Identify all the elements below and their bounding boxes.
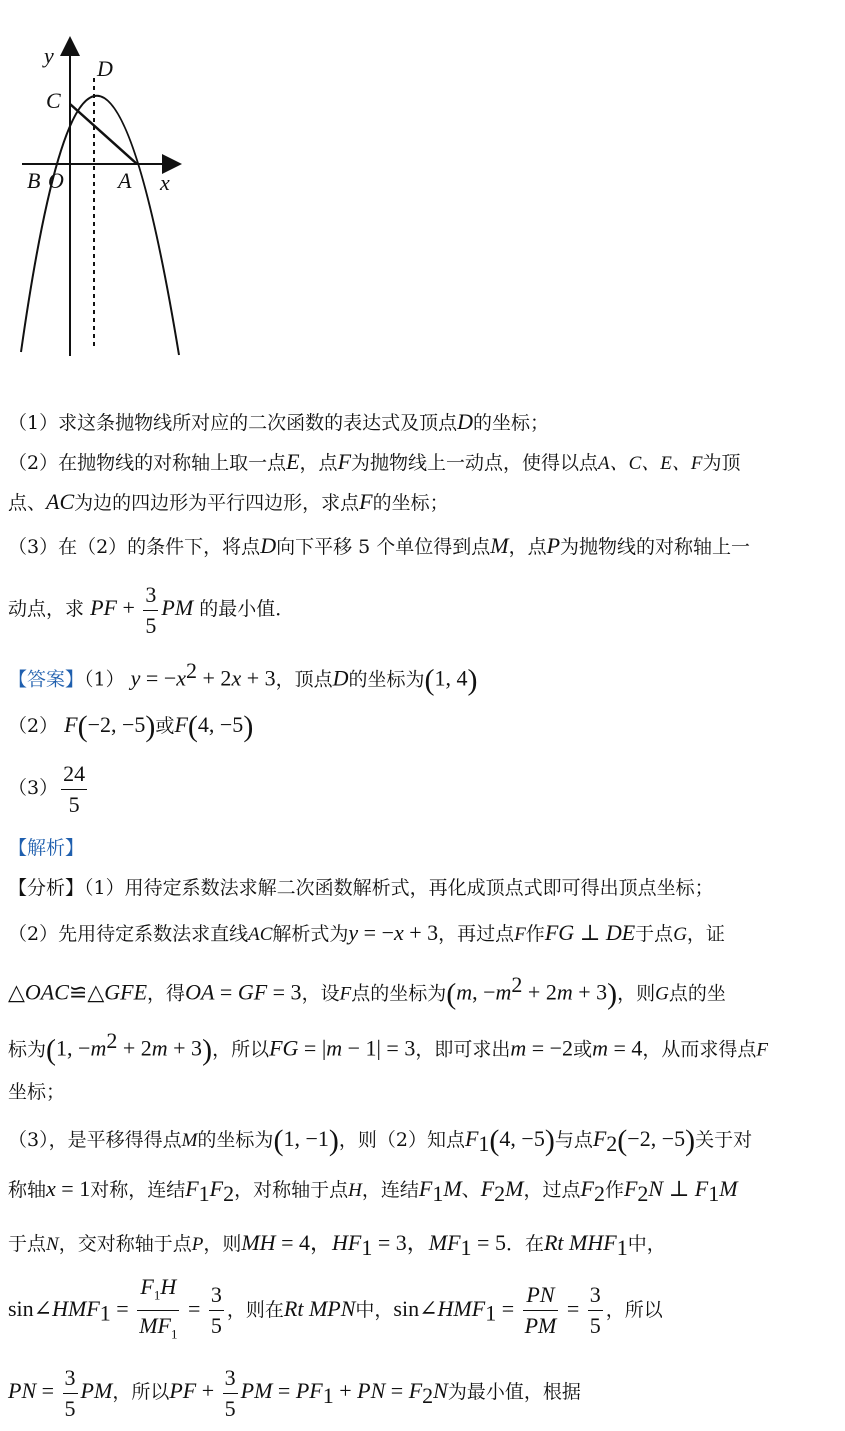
q3-text-c: ，点 <box>508 536 547 558</box>
ans1-text-b: ，顶点 <box>275 668 333 691</box>
p2-text-f: ，证 <box>686 923 725 945</box>
q2-text-e: 点、 <box>8 492 47 514</box>
q3-p: P <box>546 533 561 558</box>
q1-end: 的坐标； <box>472 412 549 434</box>
answer-1: 【答案】（1） $y = -x^2 + 2x + 3$，顶点D的坐标为(1, 4) <box>8 658 478 697</box>
p8-text-a: 于点 <box>8 1233 47 1255</box>
p9-text-c: ，所以 <box>605 1298 663 1321</box>
question-3-line-2: 动点，求 PF + $\frac{3}{5}$ PM 的最小值． <box>8 578 294 641</box>
ans3-frac: $\frac{24}{5}$ <box>63 760 86 817</box>
p3-text-f: 点的坐 <box>668 982 726 1005</box>
p7-text-c: ，对称轴于点 <box>234 1179 349 1201</box>
label-b: B <box>27 168 41 193</box>
answer-3 <box>8 758 90 820</box>
p6-text-b: 的坐标为 <box>197 1129 274 1151</box>
q3-d: D <box>260 533 277 558</box>
p6-text-d: 与点 <box>554 1129 593 1151</box>
q2-f: F <box>337 449 352 474</box>
ans2-index: （2） <box>8 715 59 737</box>
p7-text-g: 作 <box>604 1179 624 1201</box>
q3-frac: $\frac{3}{5}$ <box>145 581 157 638</box>
ans1-d: D <box>332 665 349 691</box>
p6-text-c: ，则（2）知点 <box>338 1129 465 1151</box>
p10-text-a: ，所以 <box>112 1381 170 1403</box>
fenxi-line-8: 于点N，交对称轴于点P，则MH = 4，$HF_1 = 3$，$MF_1 = 5$．在Rt $MHF_1$中， <box>8 1230 666 1260</box>
question-2-line-2 <box>8 490 449 515</box>
answer-2: （2） F(−2, −5)或F(4, −5) <box>8 710 254 743</box>
q3-expr: PF <box>90 595 117 620</box>
ans1-index: （1） <box>84 668 125 691</box>
p4-text-d: 或 <box>573 1038 593 1061</box>
p2-text-b: 解析式为 <box>272 923 349 945</box>
analysis-tag: 【解析】 <box>8 837 85 859</box>
p4-text-a: 标为 <box>8 1038 47 1061</box>
p7-text-b: 对称，连结 <box>90 1179 186 1201</box>
ans3-index: （3） <box>8 777 59 799</box>
q2-text-f: 为边的四边形为平行四边形，求点 <box>74 492 360 514</box>
p8-text-e: 中， <box>627 1233 666 1255</box>
p2-text-d: 作 <box>525 923 545 945</box>
p7-text-f: ，过点 <box>523 1179 581 1201</box>
p4-text-e: ，从而求得点 <box>642 1038 757 1061</box>
fenxi-line-3: △OAC≌△GFE，得OA = GF = 3，设F点的坐标为(m, $-m^2 + 2m + 3$)，则G点的坐 <box>8 972 726 1011</box>
p4-text-c: ，即可求出 <box>415 1038 511 1061</box>
ans1-text-c: 的坐标为 <box>348 668 425 691</box>
label-c: C <box>46 88 61 113</box>
fenxi-line-2: （2）先用待定系数法求直线AC解析式为y = −x + 3，再过点F作FG ⊥ DE于点G，证 <box>8 920 725 945</box>
q2-text-c: 为抛物线上一动点，使得以点 <box>351 452 599 474</box>
q2-points: A、C、E、F <box>598 453 703 474</box>
p8-text-c: ，则 <box>203 1233 242 1255</box>
q2-f2: F <box>359 489 373 514</box>
q3-m: M <box>490 533 509 558</box>
q1-text: （1）求这条抛物线所对应的二次函数的表达式及顶点 <box>8 412 458 434</box>
q2-ac: AC <box>46 489 75 514</box>
question-2-line-1 <box>8 450 741 476</box>
label-x: x <box>160 170 170 195</box>
ans1-formula: y <box>130 665 141 691</box>
p6-text-a: （3），是平移得得点 <box>8 1129 182 1151</box>
q3-text-b: 向下平移 5 个单位得到点 <box>276 536 491 558</box>
parabola-figure <box>0 0 200 370</box>
p8-text-b: ，交对称轴于点 <box>58 1233 192 1255</box>
label-a: A <box>118 168 132 193</box>
p7-text-a: 称轴 <box>8 1179 47 1201</box>
p2-text-e: 于点 <box>635 923 674 945</box>
q2-text-a: （2）在抛物线的对称轴上取一点 <box>8 452 287 474</box>
fenxi-tag: 【分析】 <box>8 877 85 899</box>
fenxi-line-4: 标为(1, $-m^2 + 2m + 3$)，所以FG = |m − 1| = 3，即可求出m = −2或m = 4，从而求得点F <box>8 1028 769 1067</box>
p10-text-b: 为最小值，根据 <box>447 1381 581 1403</box>
p7-text-d: ，连结 <box>361 1179 419 1201</box>
answer-tag: 【答案】 <box>8 668 85 691</box>
q1-d: D <box>457 409 473 434</box>
label-o: O <box>48 168 64 193</box>
q3-text-d: 为抛物线的对称轴上一 <box>560 536 751 558</box>
p3-text-d: 点的坐标为 <box>351 982 447 1005</box>
p3-text-b: ，得 <box>147 982 186 1005</box>
fenxi-line-10: PN = $\frac{3}{5}$ PM，所以PF + $\frac{3}{5}$ PM = $PF_1$ + PN = $F_2N$为最小值，根据 <box>8 1364 581 1421</box>
p4-text-b: ，所以 <box>212 1038 270 1061</box>
question-3-line-1 <box>8 534 750 559</box>
q3-text-f: 的最小值． <box>199 598 295 620</box>
ans2-or: 或 <box>155 715 175 737</box>
q2-e: E <box>286 449 300 474</box>
fenxi-line-9: $\sin\angle HMF_1$ = $\frac{F_1H}{MF_1}$ = $\frac{3}{5}$ ，则在Rt MPN中，$\sin\angle HMF_1$ = $\frac{PN}{PM}$ = $\frac{3}{5}$ ，所以 <box>8 1274 663 1342</box>
q3-text-a: （3）在（2）的条件下，将点 <box>8 536 261 558</box>
label-d: D <box>97 56 113 81</box>
q2-text-b: ，点 <box>299 452 338 474</box>
fenxi-line-6: （3），是平移得得点M的坐标为(1, −1)，则（2）知点$F_1(4$, −5)与点$F_2(-2$, −5)关于对 <box>8 1124 753 1157</box>
p2-text-c: ，再过点 <box>438 923 515 945</box>
p8-text-d: ．在 <box>505 1233 544 1255</box>
p3-text-c: ，设 <box>301 982 340 1005</box>
fenxi-line-7: 称轴x = 1对称，连结$F_1F_2$，对称轴于点H，连结$F_1M$、$F_2M$，过点$F_2$作$F_2N$ ⊥ $F_1M$ <box>8 1176 738 1206</box>
fenxi-line-1 <box>8 876 714 900</box>
p9-text-b: 中， <box>355 1298 394 1321</box>
fenxi-text-1: （1）用待定系数法求解二次函数解析式，再化成顶点式即可得出顶点坐标； <box>84 877 714 899</box>
question-1 <box>8 410 549 435</box>
label-y: y <box>44 43 54 68</box>
p2-text-a: （2）先用待定系数法求直线 <box>8 923 249 945</box>
p6-text-e: 关于对 <box>695 1129 753 1151</box>
parabola-curve <box>21 96 179 355</box>
q2-text-g: 的坐标； <box>372 492 449 514</box>
fenxi-line-5: 坐标； <box>8 1081 66 1103</box>
q2-text-d: 为顶 <box>702 452 741 474</box>
q3-text-e: 动点，求 <box>8 598 85 620</box>
p9-text-a: ，则在 <box>226 1298 284 1321</box>
p7-text-e: 、 <box>461 1179 481 1201</box>
p3-text-e: ，则 <box>617 982 656 1005</box>
